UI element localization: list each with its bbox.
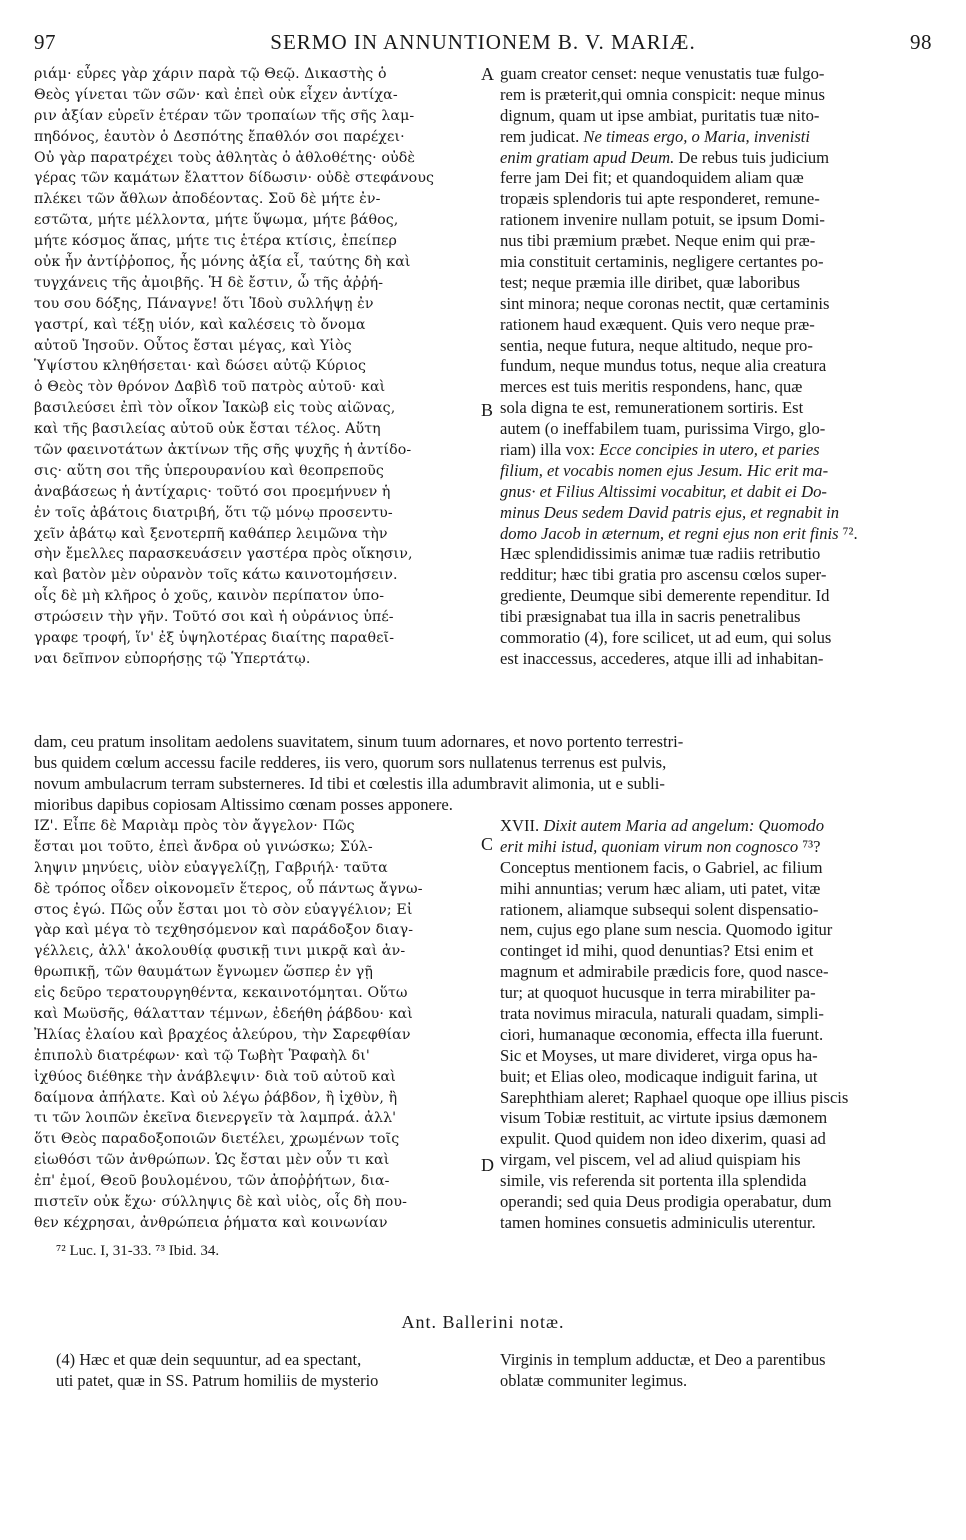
text-line: βασιλεύσει ἐπὶ τὸν οἶκον Ἰακὼβ εἰς τοὺς αἰῶνας, (34, 400, 396, 417)
text-line: rationem, aliamque subsequi solent dispensatio- (500, 899, 819, 919)
text-line: ciori, humanaque œconomia, effecta illa fuerunt. (500, 1024, 824, 1044)
notes-title: Ant. Ballerini notæ. (401, 1312, 565, 1332)
text-line: χεῖν ἀβάτῳ καὶ ξενοτερπῆ καθάπερ λειμῶνα τὴν (34, 525, 388, 542)
page-number-right: 98 (910, 30, 932, 54)
text-line: ὁ Θεὸς τὸν θρόνον Δαβὶδ τοῦ πατρὸς αὐτοῦ· καὶ (34, 379, 386, 396)
text-line: enim gratiam apud Deum. De rebus tuis judicium (500, 147, 830, 167)
running-title: SERMO IN ANNUNTIONEM B. V. MARIÆ. (270, 30, 696, 54)
footnote-references: ⁷² Luc. I, 31-33. ⁷³ Ibid. 34. (56, 1243, 220, 1259)
text-line: riam) illa vox: Ecce concipies in utero, et paries (500, 440, 820, 460)
text-line: ἐν τοῖς ἀβάτοις διατριβή, ὅτι τῷ μόνῳ προσεντυ- (34, 504, 393, 521)
greek-column-bottom (34, 816, 479, 1234)
text-line: commoratio (4), fore scilicet, ut ad eum, qui solus (500, 628, 832, 648)
text-line: οὐκ ἦν ἀντίῤῥοπος, ἧς μόνης ἀξία εἶ, ταύτης δὴ καὶ (34, 254, 411, 271)
latin-column-top (500, 64, 932, 670)
text-line: XVII. Dixit autem Maria ad angelum: Quomodo (500, 816, 825, 835)
text-line: fundum, neque mundus totus, neque alia creatura (500, 356, 827, 376)
text-line: ferre jam Dei fit; et quandoquidem aliam quæ (500, 168, 804, 188)
text-line: redditur; hæc tibi gratia pro ascensu cœlos super- (500, 565, 827, 585)
section-marker-a: A (481, 64, 494, 84)
section-marker-b: B (481, 400, 494, 420)
page-number-left: 97 (34, 30, 56, 54)
text-line: trata novimus miracula, naturali quadam, simpli- (500, 1004, 824, 1024)
full-width-paragraph (34, 732, 932, 816)
text-line: nem, cujus ego plane sum nescia. Quomodo igitur (500, 920, 833, 940)
text-line: γέρας τῶν καμάτων ἔλαττον δίδωσιν· οὐδὲ στεφάνους (34, 170, 435, 187)
text-line: ἐπιπολὺ διατρέφων· καὶ τῷ Τωβὴτ Ῥαφαὴλ δι' (34, 1047, 370, 1064)
text-line: grediente, Deumque sibi demerente rependitur. Id (500, 586, 830, 606)
greek-column-top (34, 64, 479, 670)
text-line: Hæc splendidissimis animæ tuæ radiis retributio (500, 544, 821, 564)
text-line: εστῶτα, μήτε μέλλοντα, μήτε ὕψωμα, μήτε βάθος, (34, 212, 399, 229)
text-line: tur; at quoquot hucusque in terra mirabiliter pa- (500, 983, 816, 1003)
text-line: γαστρί, καὶ τέξῃ υἱόν, καὶ καλέσεις τὸ ὄνομα (34, 316, 366, 333)
text-line: minus Deus sedem David patris ejus, et regnabit in (500, 502, 840, 522)
text-line: nus tibi præmium præbet. Neque enim qui præ- (500, 231, 816, 251)
text-line: tibi præsignabat tua illa in sacris penetralibus (500, 607, 801, 627)
note-line: (4) Hæc et quæ dein sequuntur, ad ea spectant, (56, 1350, 362, 1369)
text-line: guam creator censet: neque venustatis tuæ fulgo- (500, 64, 825, 83)
text-line: μήτε κόσμος ἅπας, μήτε τις ἑτέρα κτίσις, ἐπείπερ (34, 233, 397, 250)
text-line: δαίμονα ἀπήλατε. Καὶ οὐ λέγω ῥάβδον, ἢ ἰχθὺν, ἢ (34, 1089, 398, 1106)
text-line: εἰς δεῦρο τερατουργηθέντα, κεκαινοτόμηται. Οὕτω (34, 985, 408, 1002)
note-line: uti patet, quæ in SS. Patrum homiliis de mysterio (56, 1370, 379, 1390)
text-line: γὰρ καὶ μέγα τὸ τεχθησόμενον καὶ παράδοξον διαγ- (34, 922, 414, 939)
text-line: αὐτοῦ Ἰησοῦν. Οὗτος ἔσται μέγας, καὶ Υἱὸς (34, 337, 352, 354)
text-line: expulit. Quod quidem non ideo dixerim, quasi ad (500, 1129, 826, 1149)
text-line: καὶ βατὸν μὲν οὐρανὸν τοῖς κάτω καινοτομήσειν. (34, 567, 398, 584)
text-line: Ὑψίστου κληθήσεται· καὶ δώσει αὐτῷ Κύριος (34, 358, 366, 375)
text-line: εἰωθόσι τῶν ἀνθρώπων. Ὡς ἔσται μὲν οὖν τι καὶ (34, 1152, 390, 1169)
text-line: virgam, vel piscem, vel ad aliud quispiam his (500, 1150, 801, 1170)
text-line: simile, vis referenda sit portenta illa splendida (500, 1171, 807, 1191)
text-line: Sarephthiam aleret; Raphael quoque ope illius piscis (500, 1087, 849, 1107)
text-line: ριάμ· εὗρες γὰρ χάριν παρὰ τῷ Θεῷ. Δικαστὴς ὁ (34, 66, 387, 82)
text-line: πλέκει τῶν ἄθλων ἀποδέοντας. Σοῦ δὲ μήτε ἐν- (34, 191, 381, 208)
text-line: autem (o ineffabilem tuam, purissima Virgo, glo- (500, 419, 826, 439)
text-line: dignum, quam ut ipse ambiat, puritatis tuæ nito- (500, 105, 820, 125)
text-line: bus quidem cœlum accessu facile redderes, iis vero, quorum sors nullatenus terrenus est pulvis, (34, 752, 667, 772)
text-line: sentia, neque futura, neque altitudo, neque pro- (500, 335, 813, 355)
text-line: ἀναβάσεως ἡ ἀντίχαρις· τοῦτό σοι προεμήνυεν ἡ (34, 483, 391, 500)
text-line: dam, ceu pratum insolitam aedolens suavitatem, sinum tuum adornares, et novo portento terrestri- (34, 732, 684, 751)
text-line: πιστεῖν οὐκ ἔχω· σύλληψις δὲ καὶ υἱὸς, οἷς δὴ που- (34, 1194, 408, 1211)
text-line: est inaccessus, accederes, atque illi ad inhabitan- (500, 648, 824, 668)
text-line: τῶν φαεινοτάτων ἀκτίνων τῆς σῆς ψυχῆς ἡ ἀντίδο- (34, 442, 412, 459)
text-line: ἰχθύος διέθηκε τὴν ἀνάβλεψιν· διὰ τοῦ αὐτοῦ καὶ (34, 1068, 396, 1085)
text-line: καὶ Μωϋσῆς, θάλατταν τέμνων, ἐδεήθη ῥάβδου· καὶ (34, 1006, 413, 1023)
text-line: ναι δεῖπνον εὐπορήσῃς τῷ Ὑπερτάτῳ. (34, 650, 311, 667)
text-line: ἔσται μοι τοῦτο, ἐπεὶ ἄνδρα οὐ γινώσκω; Σύλ- (34, 838, 373, 855)
note-right (500, 1350, 826, 1392)
text-line: ἐπ' ἐμοί, Θεοῦ βουλομένου, τῶν ἀποῤῥήτων, δια- (34, 1173, 390, 1190)
text-line: Sic et Moyses, ut mare divideret, virga opus ha- (500, 1045, 818, 1065)
text-line: sola digna te est, remunerationem sortiris. Est (500, 398, 804, 418)
text-line: τι τῶν λοιπῶν ἐκεῖνα διενεργεῖν τὰ λαμπρά. ἀλλ' (34, 1110, 397, 1127)
text-line: continget id mihi, quod denuntias? Etsi enim et (500, 941, 814, 961)
text-line: θρωπικῇ, τῶν θαυμάτων ἔγνωμεν ὥσπερ ἐν γῇ (34, 964, 373, 981)
text-line: θεν κέχρησαι, ἀνθρώπεια ῥήματα καὶ κοινωνίαν (34, 1214, 388, 1231)
text-line: domo Jacob in æternum, et regni ejus non erit finis ⁷². (500, 523, 858, 543)
text-line: operandi; sed quia Deus prodigia operabatur, dum (500, 1192, 832, 1212)
text-line: στος ἐγώ. Πῶς οὖν ἔσται μοι τὸ σὸν εὐαγγέλιον; Εἰ (34, 901, 413, 918)
text-line: rationem haud exæquent. Quis vero neque præ- (500, 314, 815, 334)
section-marker-d: D (481, 1155, 494, 1175)
latin-column-bottom (500, 816, 932, 1234)
section-marker-c: C (481, 834, 494, 854)
text-line: ΙΖ'. Εἶπε δὲ Μαριὰμ πρὸς τὸν ἄγγελον· Πῶς (34, 818, 355, 834)
text-line: mioribus dapibus copiosam Altissimo cœnam posses apponere. (34, 794, 453, 814)
text-line: tamen homines consuetis adminiculis uterentur. (500, 1212, 816, 1232)
text-line: σὴν ἔμελλες παρασκευάσειν γαστέρα πρὸς οἴκησιν, (34, 546, 413, 563)
text-line: γέλλεις, ἀλλ' ἀκολουθίᾳ φυσικῇ τινι μικρᾷ καὶ ἀν- (34, 943, 406, 960)
text-line: στρώσειν τὴν γῆν. Τοῦτό σοι καὶ ἡ οὐράνιος ὑπέ- (34, 609, 394, 626)
text-line: mia constituit certaminis, negligere certantes po- (500, 252, 824, 272)
text-line: mihi annuntias; verum hæc aliam, uti patet, vitæ (500, 878, 821, 898)
text-line: rem is præterit,qui omnia conspicit: neque minus (500, 84, 825, 104)
text-line: τυγχάνεις τῆς ἀμοιβῆς. Ἡ δὲ ἔστιν, ὦ τῆς ἀῤῥή- (34, 274, 384, 291)
note-left (56, 1350, 378, 1392)
text-line: πηδόνος, ἑαυτὸν ὁ Δεσπότης ἔπαθλόν σοι παρέχει· (34, 128, 405, 145)
text-line: rem judicat. Ne timeas ergo, o Maria, invenisti (500, 126, 811, 146)
text-line: erit mihi istud, quoniam virum non cognosco ⁷³? (500, 836, 821, 856)
text-line: γραφε τροφή, ἵν' ἐξ ὑψηλοτέρας διαίτης παραθεῖ- (34, 630, 395, 647)
text-line: σις· αὕτη σοι τῆς ὑπερουρανίου καὶ θεοπρεποῦς (34, 462, 384, 479)
text-line: Οὐ γὰρ παρατρέχει τοὺς ἀθλητὰς ὁ ἀθλοθέτης· οὐδὲ (34, 149, 416, 166)
text-line: tropæis splendoris tui apte responderet, remune- (500, 189, 820, 209)
text-line: Ἠλίας ἐλαίου καὶ βραχέος ἀλεύρου, τὴν Σαρεφθίαν (34, 1026, 411, 1043)
text-line: rationem invenire nullam potuit, se ipsum Domi- (500, 210, 825, 230)
text-line: ριν ἀξίαν εὑρεῖν ἑτέραν τῶν τροπαίων τῆς σῆς λαμ- (34, 107, 415, 124)
note-line: Virginis in templum adductæ, et Deo a parentibus (500, 1350, 826, 1369)
text-line: Conceptus mentionem facis, o Gabriel, ac filium (500, 857, 823, 877)
text-line: magnum et admirabile prædicis fore, quod nasce- (500, 962, 829, 982)
text-line: οἷς δὲ μὴ κλῆρος ὁ χοῦς, καινὸν περίπατον ὑπο- (34, 588, 385, 605)
text-line: filium, et vocabis nomen ejus Jesum. Hic erit ma- (500, 460, 829, 480)
text-line: novum ambulacrum terram substerneres. Id tibi et cœlestis illa adumbravit alimonia, ut e subli- (34, 773, 665, 793)
text-line: gnus· et Filius Altissimi vocabitur, et dabit ei Do- (500, 481, 827, 501)
text-line: καὶ τῆς βασιλείας αὐτοῦ οὐκ ἔσται τέλος. Αὕτη (34, 421, 381, 438)
running-header (34, 30, 932, 60)
text-line: merces est tuis meritis respondens, hanc, quæ (500, 377, 803, 397)
text-line: ὅτι Θεὸς παραδοξοποιῶν διετέλει, χρωμένων τοῖς (34, 1131, 400, 1148)
text-line: δὲ τρόπος οἶδεν οἰκονομεῖν ἕτερος, οὗ πάντως ἄγνω- (34, 880, 423, 897)
text-line: buit; et Elias oleo, modicaque indiguit farina, ut (500, 1066, 818, 1086)
text-line: test; neque præmia ille diribet, quæ laboribus (500, 272, 801, 292)
text-line: sint minora; neque coronas nectit, quæ certaminis (500, 293, 830, 313)
text-line: visum Tobiæ restituit, ac virtute ipsius dæmonem (500, 1108, 828, 1128)
text-line: ληψιν μηνύεις, υἱὸν εὐαγγελίζῃ, Γαβριήλ· ταῦτα (34, 859, 388, 876)
text-line: του σου δόξης, Πάναγνε! ὅτι Ἰδοὺ συλλήψῃ ἐν (34, 295, 374, 312)
note-line: oblatæ communiter legimus. (500, 1370, 688, 1390)
text-line: Θεὸς γίνεται τῶν σῶν· καὶ ἐπεὶ οὐκ εἶχεν ἀντίχα- (34, 86, 398, 103)
